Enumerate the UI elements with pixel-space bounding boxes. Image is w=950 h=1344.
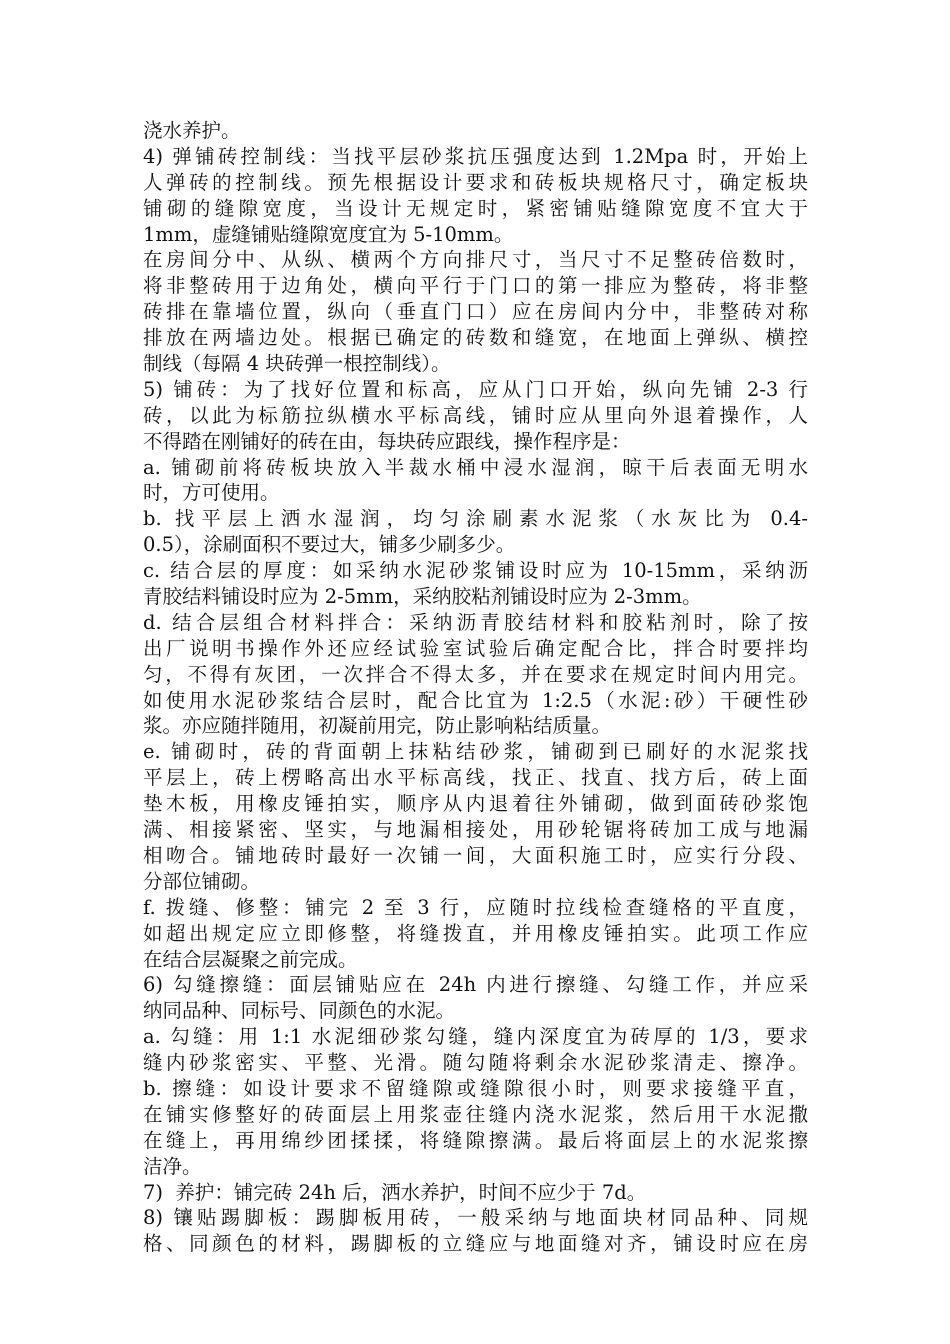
- text-line: 砖，以此为标筋拉纵横水平标高线，铺时应从里向外退着操作，人: [143, 403, 808, 427]
- text-line: 纳同品种、同标号、同颜色的水泥。: [143, 999, 456, 1023]
- text-line: 不得踏在刚铺好的砖在由，每块砖应跟线，操作程序是：: [143, 429, 631, 453]
- text-line: 如使用水泥砂浆结合层时，配合比宜为 1:2.5（水泥:砂）干硬性砂: [143, 688, 808, 712]
- text-line: c. 结合层的厚度：如采纳水泥砂浆铺设时应为 10-15mm，采纳沥: [143, 559, 808, 583]
- text-line: b. 找平层上洒水湿润，均匀涂刷素水泥浆（水灰比为 0.4-: [143, 507, 808, 531]
- text-line: 5) 铺砖：为了找好位置和标高，应从门口开始，纵向先铺 2-3 行: [143, 377, 808, 401]
- document-body: [143, 118, 808, 1257]
- text-line: 垫木板，用橡皮锤拍实，顺序从内退着往外铺砌，做到面砖砂浆饱: [143, 792, 808, 816]
- text-line: 分部位铺砌。: [143, 869, 261, 893]
- text-line: a. 铺砌前将砖板块放入半裁水桶中浸水湿润，晾干后表面无明水: [143, 455, 808, 479]
- text-line: 匀，不得有灰团，一次拌合不得太多，并在要求在规定时间内用完。: [143, 662, 808, 686]
- text-line: 铺砌的缝隙宽度，当设计无规定时，紧密铺贴缝隙宽度不宜大于: [143, 196, 808, 220]
- text-line: 在结合层凝聚之前完成。: [143, 947, 358, 971]
- text-line: 4) 弹铺砖控制线：当找平层砂浆抗压强度达到 1.2Mpa 时，开始上: [143, 144, 808, 168]
- text-line: 青胶结料铺设时应为 2-5mm，采纳胶粘剂铺设时应为 2-3mm。: [143, 585, 702, 609]
- text-line: 缝内砂浆密实、平整、光滑。随勾随将剩余水泥砂浆清走、擦净。: [143, 1051, 808, 1075]
- text-line: 砖排在靠墙位置，纵向（垂直门口）应在房间内分中，非整砖对称: [143, 300, 808, 324]
- text-line: d. 结合层组合材料拌合：采纳沥青胶结材料和胶粘剂时，除了按: [143, 610, 808, 634]
- text-line: a. 勾缝：用 1:1 水泥细砂浆勾缝，缝内深度宜为砖厚的 1/3，要求: [143, 1025, 808, 1049]
- text-line: 洁净。: [143, 1154, 202, 1178]
- text-line: 1mm，虚缝铺贴缝隙宽度宜为 5-10mm。: [143, 222, 514, 246]
- text-line: 浆。亦应随拌随用，初凝前用完，防止影响粘结质量。: [143, 714, 612, 738]
- text-line: 如超出规定应立即修整，将缝拨直，并用橡皮锤拍实。此项工作应: [143, 921, 808, 945]
- text-line: 满、相接紧密、坚实，与地漏相接处，用砂轮锯将砖加工成与地漏: [143, 818, 808, 842]
- text-line: 在房间分中、从纵、横两个方向排尺寸，当尺寸不足整砖倍数时，: [143, 248, 808, 272]
- text-line: 将非整砖用于边角处，横向平行于门口的第一排应为整砖，将非整: [143, 274, 808, 298]
- text-line: 相吻合。铺地砖时最好一次铺一间，大面积施工时，应实行分段、: [143, 843, 808, 867]
- text-line: 7) 养护：铺完砖 24h 后，洒水养护，时间不应少于 7d。: [143, 1180, 647, 1204]
- text-line: 排放在两墙边处。根据已确定的砖数和缝宽，在地面上弹纵、横控: [143, 326, 808, 350]
- text-line: 平层上，砖上楞略高出水平标高线，找正、找直、找方后，砖上面: [143, 766, 808, 790]
- text-line: 出厂说明书操作外还应经试验室试验后确定配合比，拌合时要拌均: [143, 636, 808, 660]
- text-line: b. 擦缝：如设计要求不留缝隙或缝隙很小时，则要求接缝平直，: [143, 1076, 808, 1100]
- text-line: f. 拨缝、修整：铺完 2 至 3 行，应随时拉线检查缝格的平直度，: [143, 895, 808, 919]
- text-line: 人弹砖的控制线。预先根据设计要求和砖板块规格尺寸，确定板块: [143, 170, 808, 194]
- text-line: 制线（每隔 4 块砖弹一根控制线）。: [143, 352, 451, 376]
- text-line: 6) 勾缝擦缝：面层铺贴应在 24h 内进行擦缝、勾缝工作，并应采: [143, 973, 808, 997]
- text-line: e. 铺砌时，砖的背面朝上抹粘结砂浆，铺砌到已刷好的水泥浆找: [143, 740, 808, 764]
- text-line: 在铺实修整好的砖面层上用浆壶往缝内浇水泥浆，然后用干水泥撒: [143, 1102, 808, 1126]
- text-line: 在缝上，再用绵纱团揉揉，将缝隙擦满。最后将面层上的水泥浆擦: [143, 1128, 808, 1152]
- text-line: 8) 镶贴踢脚板：踢脚板用砖，一般采纳与地面块材同品种、同规: [143, 1206, 808, 1230]
- text-line: 格、同颜色的材料，踢脚板的立缝应与地面缝对齐，铺设时应在房: [143, 1232, 808, 1256]
- text-line: 浇水养护。: [143, 119, 241, 142]
- text-line: 0.5），涂刷面积不要过大，铺多少刷多少。: [143, 533, 516, 557]
- text-line: 时，方可使用。: [143, 481, 280, 505]
